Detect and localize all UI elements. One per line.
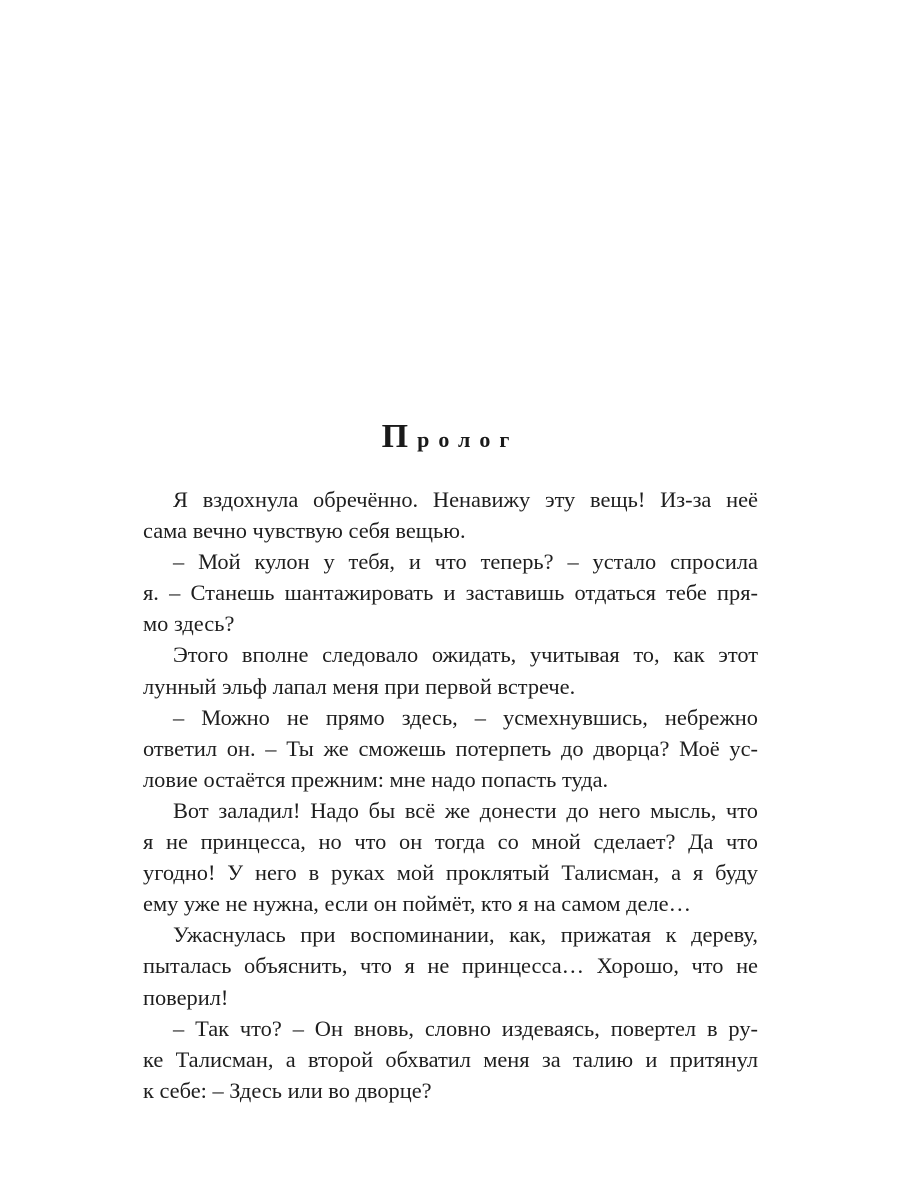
text-line: – Можно не прямо здесь, – усмехнувшись, небрежно bbox=[173, 704, 758, 730]
text-line: лунный эльф лапал меня при первой встрече. bbox=[143, 673, 576, 699]
text-line: ловие остаётся прежним: мне надо попасть туда. bbox=[143, 766, 609, 792]
text-line: – Мой кулон у тебя, и что теперь? – устало спросила bbox=[173, 549, 758, 575]
text-line: ответил он. – Ты же сможешь потерпеть до дворца? Моё ус- bbox=[143, 735, 758, 761]
text-line: сама вечно чувствую себя вещью. bbox=[143, 518, 466, 544]
chapter-title-rest: ролог bbox=[417, 427, 519, 452]
text-line: поверил! bbox=[143, 984, 229, 1010]
text-line: ке Талисман, а второй обхватил меня за талию и притянул bbox=[143, 1046, 758, 1072]
text-line: угодно! У него в руках мой проклятый Талисман, а я буду bbox=[143, 860, 758, 886]
text-line: пыталась объяснить, что я не принцесса… Хорошо, что не bbox=[143, 953, 758, 979]
text-line: – Так что? – Он вновь, словно издеваясь, повертел в ру- bbox=[173, 1015, 758, 1041]
text-line: к себе: – Здесь или во дворце? bbox=[143, 1077, 432, 1103]
text-line: Я вздохнула обречённо. Ненавижу эту вещь! Из-за неё bbox=[173, 487, 758, 512]
chapter-title-initial: П bbox=[381, 418, 418, 455]
text-line: Этого вполне следовало ожидать, учитывая то, как этот bbox=[173, 642, 758, 668]
text-line: я. – Станешь шантажировать и заставишь отдаться тебе пря- bbox=[143, 580, 758, 606]
chapter-title bbox=[0, 419, 900, 458]
text-line: Ужаснулась при воспоминании, как, прижатая к дереву, bbox=[173, 922, 758, 948]
text-line: я не принцесса, но что он тогда со мной сделает? Да что bbox=[143, 829, 758, 855]
text-line: ему уже не нужна, если он поймёт, кто я на самом деле… bbox=[143, 891, 691, 917]
chapter-body bbox=[143, 484, 758, 1106]
text-line: мо здесь? bbox=[143, 611, 235, 637]
text-line: Вот заладил! Надо бы всё же донести до него мысль, что bbox=[173, 797, 758, 823]
